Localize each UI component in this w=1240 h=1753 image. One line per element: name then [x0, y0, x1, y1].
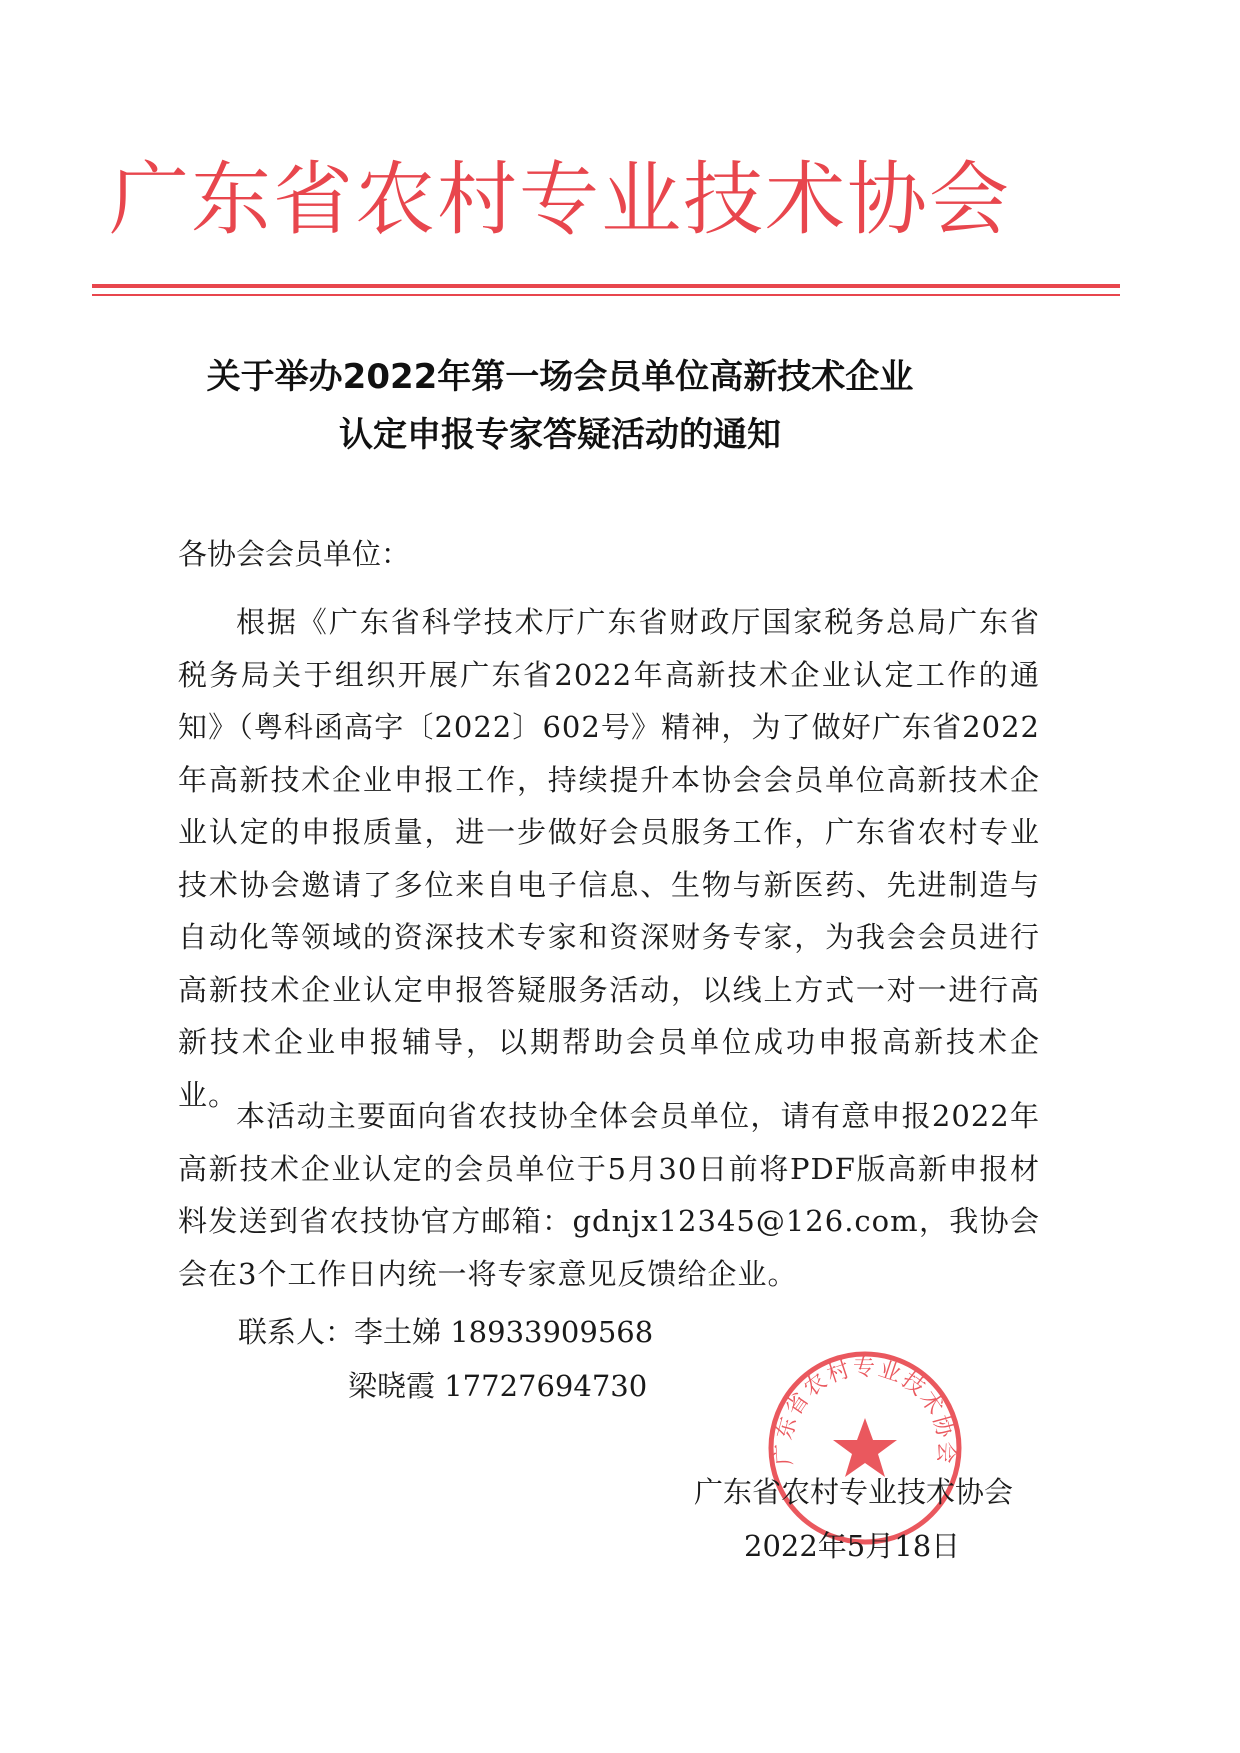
salutation: 各协会会员单位： [178, 537, 411, 571]
contact-line-1: 联系人：李土娣 18933909568 [238, 1315, 654, 1349]
signature-date: 2022年5月18日 [744, 1529, 961, 1563]
signature-organization: 广东省农村专业技术协会 [694, 1475, 1014, 1509]
body-paragraph-1: 根据《广东省科学技术厅广东省财政厅国家税务总局广东省税务局关于组织开展广东省2022年高新技术企业认定工作的通知》（粤科函高字〔2022〕602号》精神，为了做好广东省2022年高新技术企业申报工作，持续提升本协会会员单位高新技术企业认定的申报质量，进一步做好会员服务工作，广东省农村专业技术协会邀请了多位来自电子信息、生物与新医药、先进制造与自动化等领域的资深技术专家和资深财务专家，为我会会员进行高新技术企业认定申报答疑服务活动，以线上方式一对一进行高新技术企业申报辅导，以期帮助会员单位成功申报高新技术企业。 [178, 605, 1040, 1112]
body-paragraph-2: 本活动主要面向省农技协全体会员单位，请有意申报2022年高新技术企业认定的会员单位于5月30日前将PDF版高新申报材料发送到省农技协官方邮箱：gdnjx12345@126.com，我协会会在3个工作日内统一将专家意见反馈给企业。 [178, 1099, 1040, 1291]
official-seal [765, 1348, 965, 1548]
seal-star-icon [833, 1418, 897, 1477]
letterhead-organization: 广东省农村专业技术协会 [109, 153, 1011, 246]
contact-line-2: 梁晓霞 17727694730 [348, 1369, 648, 1403]
letterhead-divider-thick [92, 284, 1120, 288]
letterhead-divider-thin [92, 294, 1120, 296]
seal-text: 广东省农村专业技术协会 [771, 1355, 959, 1467]
document-title-line-1: 关于举办2022年第一场会员单位高新技术企业 [206, 357, 914, 397]
document-title-line-2: 认定申报专家答疑活动的通知 [339, 415, 781, 455]
